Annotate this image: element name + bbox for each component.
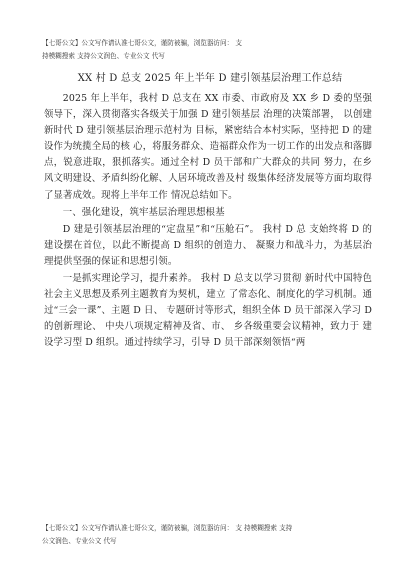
document-body <box>44 91 372 352</box>
document-title: XX 村 D 总支 2025 年上半年 D 建引领基层治理工作总结 <box>77 73 343 84</box>
body-paragraph: 一是抓实理论学习，提升素养。 我村 D 总支以学习贯彻 新时代中国特色社会主义思想及系列主题教育为契机，建立 了常态化、制度化的学习机制。通过“三会一课”、主题 D 日、 专题研讨等形式，组织全体 D 员干部深入学习 D 的创新理论、 中央八项规定精神及省、市、 乡各级重要会议精神，致力于 建设学习型 D 组织。通过持续学习，引导 D 员干部深刻领悟“两 <box>44 273 372 349</box>
header-banner-line-2: 持模糊搜索 支持公文润色、专业公文 代写 <box>42 52 165 60</box>
body-paragraph: D 建是引领基层治理的“定盘星”和“压舱石”。 我村 D 总 支始终将 D 的建设摆在首位，以此不断提高 D 组织的创造力、 凝聚力和战斗力，为基层治理提供坚强的保证和思想引领。 <box>44 223 372 267</box>
header-banner-line-1: 【七哥公文】公文写作请认准七哥公文，谨防被骗，浏览器访问： 支 <box>42 39 242 47</box>
footer-banner-line-1: 【七哥公文】公文写作请认准七哥公文，谨防被骗，浏览器访问： 支 持模糊搜索 支持 <box>42 524 293 532</box>
header-banner <box>42 37 372 63</box>
intro-paragraph: 2025 年上半年，我村 D 总支在 XX 市委、市政府及 XX 乡 D 委的坚强领导下，深入贯彻落实各级关于加强 D 建引领基层 治理的决策部署， 以创建新时代 D 建引领基层治理示范村为 目标，紧密结合本村实际，坚持把 D 的建设作为统揽全局的核 心，将服务群众、造福群众作为一切工作的出发点和落脚点，锐意进取，狠抓落实。通过全村 D 员干部和广大群众的共同 努力，在乡风文明建设、矛盾纠纷化解、人居环境改善及村 级集体经济发展等方面均取得了显著成效。现将上半年工作 情况总结如下。 <box>44 93 372 201</box>
section-heading: 一、强化建设，筑牢基层治理思想根基 <box>62 206 225 218</box>
footer-banner <box>42 522 372 548</box>
footer-banner-line-2: 公文润色、专业公文 代写 <box>42 537 117 545</box>
